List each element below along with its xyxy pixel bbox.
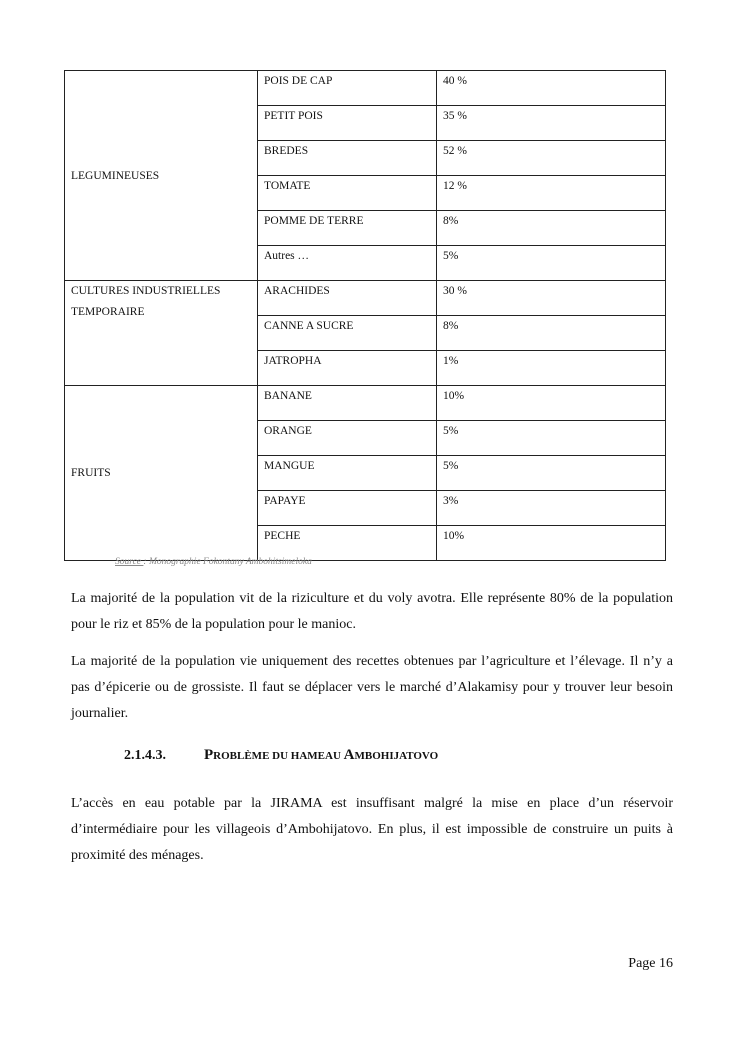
category-cell: FRUITS <box>65 386 258 561</box>
source-text: : Monographie Fokontany Ambohitsimeloka <box>143 557 312 567</box>
crops-table-body <box>65 71 666 561</box>
paragraph-population-income: La majorité de la population vie uniquement des recettes obtenues par l’agriculture et l’élevage. Il n’y a pas d’épicerie ou de grossiste. Il faut se déplacer vers le marché d’Alakamisy pour y trouver leur besoin journalier. <box>71 654 673 721</box>
table-row <box>65 71 666 106</box>
crop-percentage-cell: 8% <box>437 211 666 246</box>
table-row <box>65 386 666 421</box>
crop-name-cell: MANGUE <box>258 456 437 491</box>
crop-percentage-cell: 52 % <box>437 141 666 176</box>
crop-name-cell: PECHE <box>258 526 437 561</box>
paragraph-population-activity: La majorité de la population vit de la riziculture et du voly avotra. Elle représente 80% de la population pour le riz et 85% de la population pour le manioc. <box>71 591 673 632</box>
category-cell: LEGUMINEUSES <box>65 71 258 281</box>
crop-name-cell: ARACHIDES <box>258 281 437 316</box>
crop-percentage-cell: 10% <box>437 386 666 421</box>
crop-name-cell: POMME DE TERRE <box>258 211 437 246</box>
crop-percentage-cell: 40 % <box>437 71 666 106</box>
table-source-note <box>115 557 312 567</box>
crop-name-cell: Autres … <box>258 246 437 281</box>
crop-name-cell: JATROPHA <box>258 351 437 386</box>
crop-percentage-cell: 5% <box>437 421 666 456</box>
crop-percentage-cell: 5% <box>437 456 666 491</box>
section-number: 2.1.4.3. <box>124 748 166 763</box>
crops-table <box>64 70 666 561</box>
crop-name-cell: TOMATE <box>258 176 437 211</box>
page-number: Page 16 <box>628 956 673 971</box>
section-title-part: P <box>204 747 214 763</box>
source-label: Source <box>115 557 144 567</box>
crop-percentage-cell: 8% <box>437 316 666 351</box>
crop-name-cell: PAPAYE <box>258 491 437 526</box>
section-heading <box>124 747 438 764</box>
crop-name-cell: ORANGE <box>258 421 437 456</box>
crop-percentage-cell: 5% <box>437 246 666 281</box>
section-title-part: ROBLÈME DU HAMEAU <box>213 750 344 762</box>
crop-percentage-cell: 3% <box>437 491 666 526</box>
category-cell: CULTURES INDUSTRIELLES TEMPORAIRE <box>65 281 258 386</box>
crop-name-cell: POIS DE CAP <box>258 71 437 106</box>
crop-name-cell: PETIT POIS <box>258 106 437 141</box>
crop-name-cell: CANNE A SUCRE <box>258 316 437 351</box>
table-row <box>65 281 666 316</box>
section-title-part: MBOHIJATOVO <box>354 750 439 762</box>
crop-percentage-cell: 35 % <box>437 106 666 141</box>
section-title <box>204 748 438 763</box>
crop-percentage-cell: 1% <box>437 351 666 386</box>
crop-percentage-cell: 30 % <box>437 281 666 316</box>
section-title-part: A <box>343 747 355 763</box>
paragraph-water-access: L’accès en eau potable par la JIRAMA est insuffisant malgré la mise en place d’un réservoir d’intermédiaire pour les villageois d’Ambohijatovo. En plus, il est impossible de construire un puits à proximité des ménages. <box>71 796 673 863</box>
crop-percentage-cell: 12 % <box>437 176 666 211</box>
crop-name-cell: BANANE <box>258 386 437 421</box>
crop-percentage-cell: 10% <box>437 526 666 561</box>
crop-name-cell: BREDES <box>258 141 437 176</box>
